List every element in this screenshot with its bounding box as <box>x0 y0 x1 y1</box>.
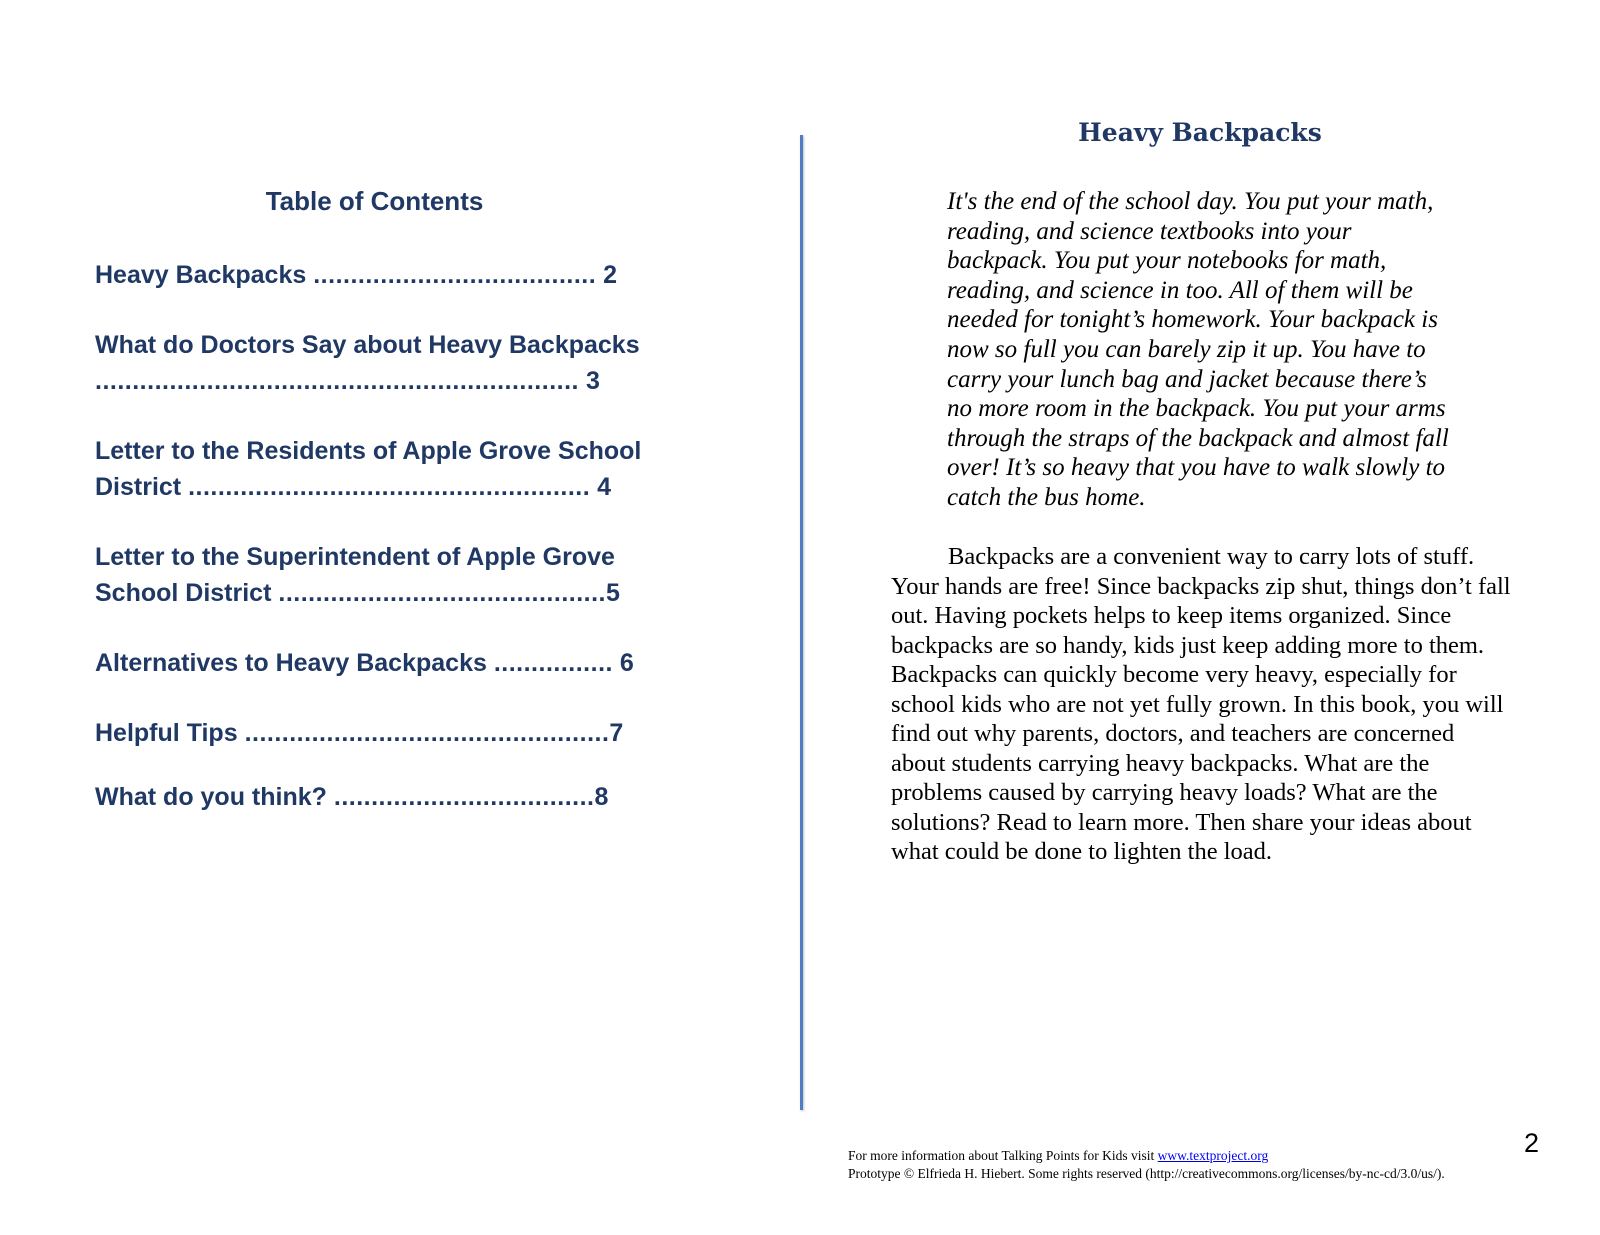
toc-page-number: 2 <box>603 261 618 289</box>
toc-leader: ............................................ <box>278 579 606 607</box>
toc-entry-title: Letter to the Residents of Apple Grove School District <box>95 437 642 501</box>
toc-entry-heavy-backpacks[interactable] <box>95 257 655 293</box>
toc-entry-helpful-tips[interactable] <box>95 715 655 751</box>
toc-page-number: 6 <box>619 649 634 677</box>
page-divider <box>800 135 803 1110</box>
page-number: 2 <box>1524 1128 1540 1158</box>
toc-leader: ................................... <box>333 783 595 811</box>
toc-entry-title: Alternatives to Heavy Backpacks <box>95 649 487 677</box>
toc-entry-alternatives[interactable] <box>95 645 655 681</box>
toc-page-number: 8 <box>594 783 609 811</box>
toc-leader: ................................................. <box>244 719 610 747</box>
body-paragraph: Backpacks are a convenient way to carry lots of stuff. Your hands are free! Since backpacks zip shut, things don’t fall out. Having pockets helps to keep items organized. Since backpacks are so handy, kids just keep adding more to them. Backpacks can quickly become very heavy, especially for school kids who are not yet fully grown. In this book, you will find out why parents, doctors, and teachers are concerned about students carrying heavy backpacks. What are the problems caused by carrying heavy loads? What are the solutions? Read to learn more. Then share your ideas about what could be done to lighten the load. <box>891 543 1511 865</box>
footer-info-text: For more information about Talking Points for Kids visit <box>848 1148 1158 1163</box>
toc-entry-what-do-you-think[interactable] <box>95 779 655 815</box>
toc-entry-doctors[interactable] <box>95 327 655 399</box>
toc-entry-letter-residents[interactable] <box>95 433 655 505</box>
toc-leader: ...................................................... <box>188 473 591 501</box>
toc-entry-title: What do Doctors Say about Heavy Backpacks <box>95 331 640 359</box>
toc-leader: ................ <box>493 649 613 677</box>
table-of-contents <box>95 186 655 815</box>
intro-paragraph: It's the end of the school day. You put your math, reading, and science textbooks into your backpack. You put your notebooks for math, reading, and science in too. All of them will be needed for tonight’s homework. Your backpack is now so full you can barely zip it up. You have to carry your lunch bag and jacket because there’s no more room in the backpack. You put your arms through the straps of the backpack and almost fall over! It’s so heavy that you have to walk slowly to catch the bus home. <box>947 188 1449 511</box>
toc-page-number: 7 <box>609 719 624 747</box>
toc-page-number: 3 <box>585 367 600 395</box>
toc-entry-title: What do you think? <box>95 783 327 811</box>
textproject-link[interactable]: www.textproject.org <box>1157 1148 1269 1163</box>
footer-license: Prototype © Elfrieda H. Hiebert. Some rights reserved (http://creativecommons.org/licenses/by-nc-cd/3.0/us/). <box>848 1165 1445 1181</box>
toc-page-number: 4 <box>597 473 612 501</box>
toc-leader: ................................................................. <box>95 367 579 395</box>
toc-entry-letter-superintendent[interactable] <box>95 539 655 611</box>
toc-leader: ...................................... <box>313 261 597 289</box>
toc-entry-title: Letter to the Superintendent of Apple Grove School District <box>95 543 615 607</box>
toc-entry-title: Helpful Tips <box>95 719 238 747</box>
footer-info-line <box>848 1147 1488 1165</box>
toc-entry-title: Heavy Backpacks <box>95 261 307 289</box>
toc-title: Table of Contents <box>265 186 484 216</box>
article-title: Heavy Backpacks <box>1078 118 1322 147</box>
toc-page-number: 5 <box>606 579 620 607</box>
footer <box>848 1147 1488 1182</box>
